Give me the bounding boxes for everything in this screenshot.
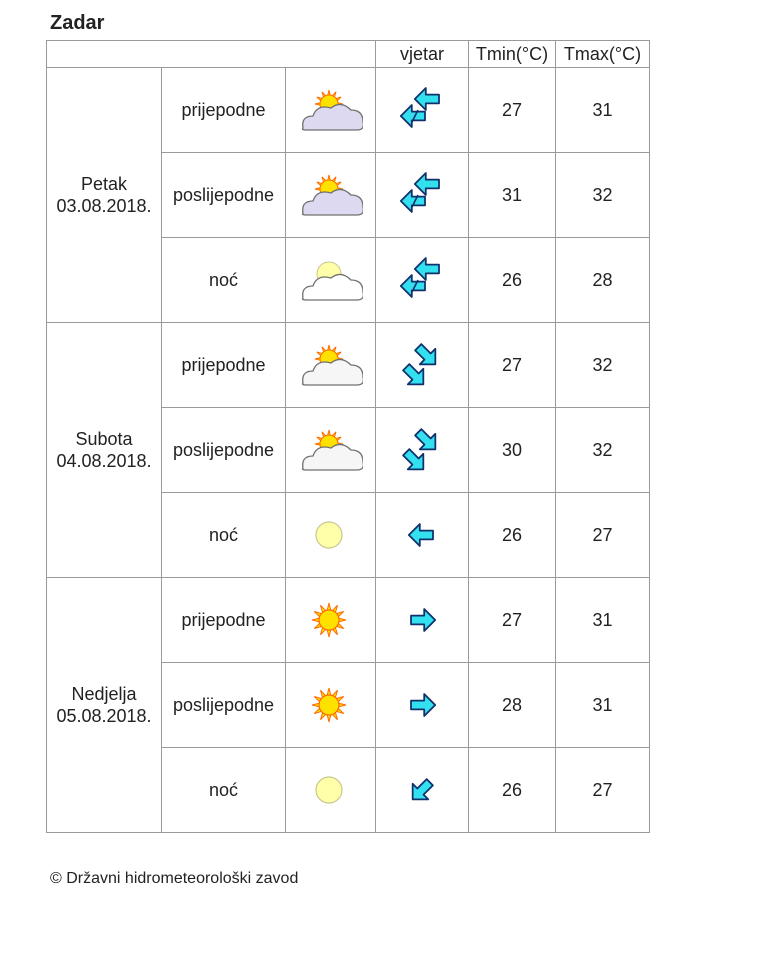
tmax-value: 32: [556, 153, 650, 238]
tmin-value: 27: [469, 68, 556, 153]
wind-southeast-pair-icon: [376, 323, 469, 408]
period-label: prijepodne: [162, 323, 286, 408]
moon-clear-icon: [286, 748, 376, 833]
tmin-value: 27: [469, 323, 556, 408]
tmin-value: 26: [469, 238, 556, 323]
sun-cloud-light-icon: [286, 323, 376, 408]
sun-cloud-icon: [286, 153, 376, 238]
header-tmin: Tmin(°C): [469, 41, 556, 68]
tmax-value: 27: [556, 748, 650, 833]
forecast-row: [47, 323, 650, 408]
wind-east-icon: [376, 578, 469, 663]
forecast-row: [47, 68, 650, 153]
tmax-value: 31: [556, 68, 650, 153]
period-label: prijepodne: [162, 578, 286, 663]
header-row: [47, 41, 650, 68]
sun-clear-icon: [286, 578, 376, 663]
header-blank: [47, 41, 376, 68]
tmax-value: 27: [556, 493, 650, 578]
day-name: Nedjelja: [71, 684, 137, 704]
day-name: Subota: [75, 429, 133, 449]
header-wind: vjetar: [376, 41, 469, 68]
wind-east-icon: [376, 663, 469, 748]
tmax-value: 32: [556, 408, 650, 493]
sun-cloud-light-icon: [286, 408, 376, 493]
tmax-value: 31: [556, 663, 650, 748]
tmin-value: 26: [469, 748, 556, 833]
day-date: 05.08.2018.: [56, 706, 152, 726]
wind-southwest-icon: [376, 748, 469, 833]
day-date: 04.08.2018.: [56, 451, 152, 471]
tmax-value: 31: [556, 578, 650, 663]
tmax-value: 28: [556, 238, 650, 323]
tmin-value: 31: [469, 153, 556, 238]
day-cell: [47, 323, 162, 578]
period-label: poslijepodne: [162, 153, 286, 238]
period-label: poslijepodne: [162, 663, 286, 748]
period-label: noć: [162, 748, 286, 833]
tmin-value: 27: [469, 578, 556, 663]
period-label: prijepodne: [162, 68, 286, 153]
day-date: 03.08.2018.: [56, 196, 152, 216]
header-tmax: Tmax(°C): [556, 41, 650, 68]
day-name: Petak: [80, 174, 128, 194]
tmin-value: 30: [469, 408, 556, 493]
credit: © Državni hidrometeorološki zavod: [50, 870, 299, 887]
day-cell: [47, 578, 162, 833]
day-cell: [47, 68, 162, 323]
sun-clear-icon: [286, 663, 376, 748]
period-label: poslijepodne: [162, 408, 286, 493]
sun-cloud-icon: [286, 68, 376, 153]
city-title: Zadar: [50, 12, 105, 34]
tmin-value: 28: [469, 663, 556, 748]
period-label: noć: [162, 493, 286, 578]
forecast-row: [47, 578, 650, 663]
tmin-value: 26: [469, 493, 556, 578]
wind-southeast-pair-icon: [376, 408, 469, 493]
moon-clear-icon: [286, 493, 376, 578]
wind-west-east-pair-icon: [376, 153, 469, 238]
moon-cloud-icon: [286, 238, 376, 323]
wind-west-icon: [376, 493, 469, 578]
wind-west-east-pair-icon: [376, 238, 469, 323]
wind-west-east-pair-icon: [376, 68, 469, 153]
tmax-value: 32: [556, 323, 650, 408]
forecast-table: [46, 40, 650, 833]
period-label: noć: [162, 238, 286, 323]
